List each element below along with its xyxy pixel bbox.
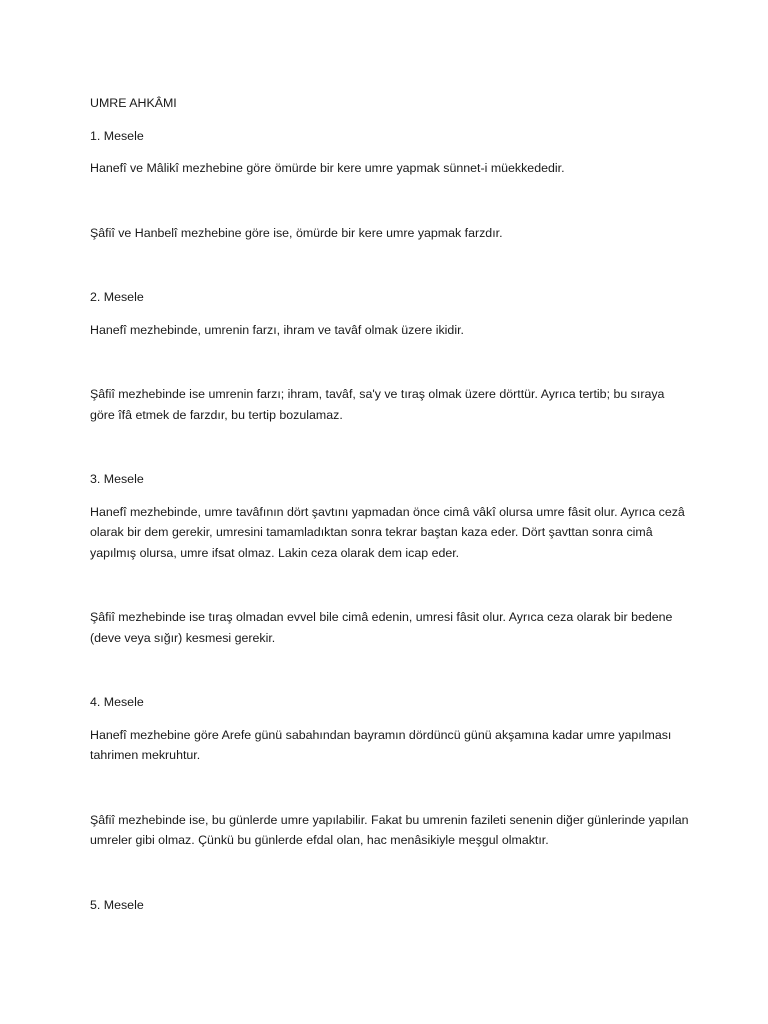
section-1-paragraph-2: Şâfiî ve Hanbelî mezhebine göre ise, ömürde bir kere umre yapmak farzdır. [90, 225, 503, 240]
section-2-paragraph-1: Hanefî mezhebinde, umrenin farzı, ihram ve tavâf olmak üzere ikidir. [90, 322, 464, 337]
document-page [90, 93, 690, 927]
section-4-heading: 4. Mesele [90, 695, 144, 709]
section-3-heading: 3. Mesele [90, 472, 144, 486]
section-3-paragraph-1: Hanefî mezhebinde, umre tavâfının dört şavtını yapmadan önce cimâ vâkî olursa umre fâsit olur. Ayrıca cezâ olarak bir dem gerekir, umresini tamamladıktan sonra tekrar baştan kaza eder. Dört şavttan sonra cimâ yapılmış olursa, umre ifsat olmaz. Lakin ceza olarak dem icap eder. [90, 504, 685, 560]
section-3-paragraph-2: Şâfiî mezhebinde ise tıraş olmadan evvel bile cimâ edenin, umresi fâsit olur. Ayrıca ceza olarak bir bedene (deve veya sığır) kesmesi gerekir. [90, 610, 673, 645]
section-2-heading: 2. Mesele [90, 290, 144, 304]
section-1-paragraph-1: Hanefî ve Mâlikî mezhebine göre ömürde bir kere umre yapmak sünnet-i müekkededir. [90, 161, 565, 175]
section-5-heading: 5. Mesele [90, 897, 144, 912]
section-1-heading: 1. Mesele [90, 128, 144, 143]
document-title: UMRE AHKÂMI [90, 96, 177, 110]
section-4-paragraph-2: Şâfiî mezhebinde ise, bu günlerde umre yapılabilir. Fakat bu umrenin fazileti senenin diğer günlerinde yapılan umreler gibi olmaz. Çünkü bu günlerde efdal olan, hac menâsikiyle meşgul olmaktır. [90, 812, 689, 847]
section-2-paragraph-2: Şâfiî mezhebinde ise umrenin farzı; ihram, tavâf, sa'y ve tıraş olmak üzere dörttür. Ayrıca tertib; bu sıraya göre îfâ etmek de farzdır, bu tertip bozulamaz. [90, 387, 665, 422]
section-4-paragraph-1: Hanefî mezhebine göre Arefe günü sabahından bayramın dördüncü günü akşamına kadar umre yapılması tahrimen mekruhtur. [90, 727, 672, 762]
